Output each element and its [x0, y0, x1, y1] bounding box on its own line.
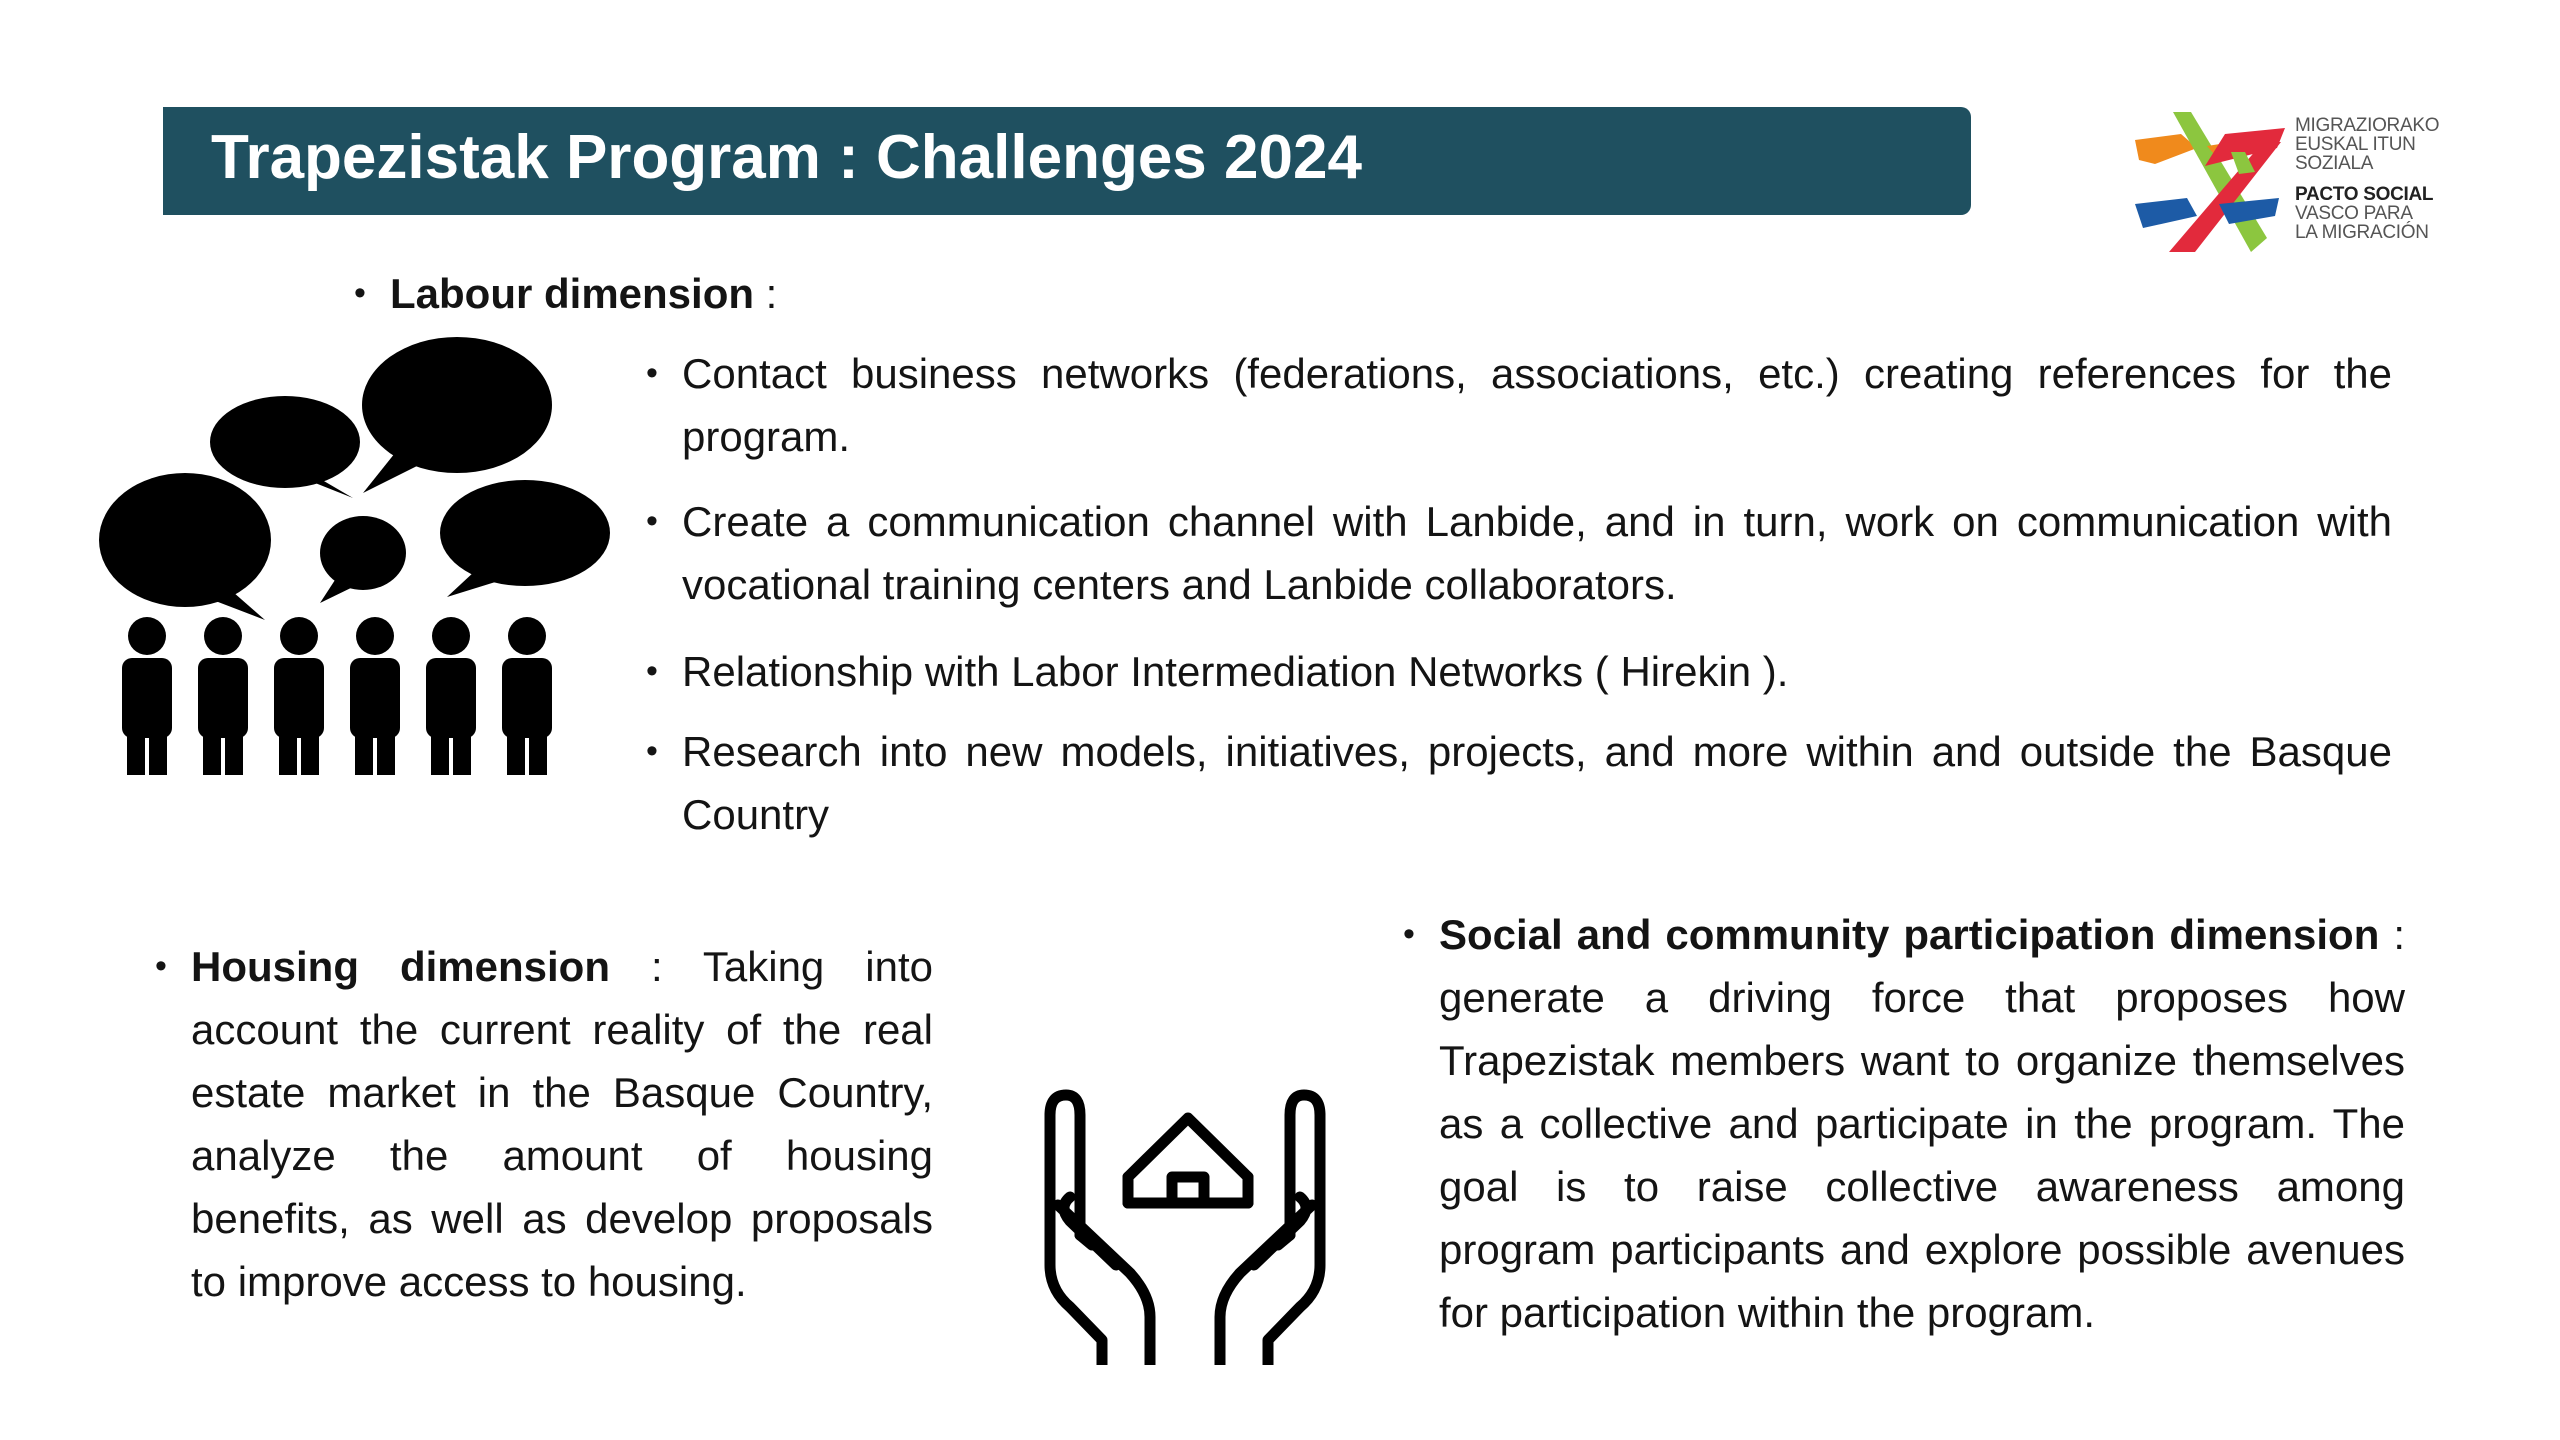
pact-logo-icon: [2135, 112, 2285, 257]
housing-heading: Housing dimension: [191, 943, 610, 990]
hands-holding-house-icon: [1030, 1085, 1340, 1365]
labour-item-2: • Create a communication channel with Lanbide, and in turn, work on communication with vocational training centers and Lanbide collaborators.: [646, 498, 2392, 608]
logo-line-2: EUSKAL ITUN: [2295, 134, 2416, 155]
pact-logo: [2135, 112, 2453, 257]
logo-line-6: LA MIGRACIÓN: [2295, 222, 2429, 243]
social-text: : generate a driving force that proposes how Trapezistak members want to organize themselves as a collective and participate in the program. The goal is to raise collective awareness among program participants and explore possible avenues for participation within the program.: [1439, 911, 2406, 1336]
page-title: Trapezistak Program : Challenges 2024: [211, 123, 1362, 192]
logo-line-3: SOZIALA: [2295, 153, 2374, 174]
labour-item-3: • Relationship with Labor Intermediation Networks ( Hirekin ).: [646, 648, 1789, 695]
logo-line-1: MIGRAZIORAKO: [2295, 115, 2440, 136]
labour-heading-label: Labour dimension: [390, 270, 755, 317]
title-bar: [163, 107, 1971, 215]
logo-line-4: PACTO SOCIAL: [2295, 184, 2434, 205]
people-speech-bubbles-icon: [95, 335, 620, 775]
social-dimension: • Social and community participation dimension : generate a driving force that proposes how Trapezistak members want to organize themselves as a collective and participate in the program. The goal is to raise collective awareness among program participants and explore possible avenues for participation within the program.: [1403, 911, 2406, 1336]
housing-dimension: • Housing dimension : Taking into account the current reality of the real estate market in the Basque Country, analyze the amount of housing benefits, as well as develop proposals to improve access to housing.: [155, 943, 934, 1305]
labour-item-4: • Research into new models, initiatives, projects, and more within and outside the Basque Country: [646, 728, 2392, 838]
social-heading: Social and community participation dimension: [1439, 911, 2380, 958]
logo-line-5: VASCO PARA: [2295, 203, 2413, 224]
labour-heading: • Labour dimension :: [354, 270, 778, 317]
labour-item-1: • Contact business networks (federations, associations, etc.) creating references for the program.: [646, 350, 2392, 460]
housing-text: : Taking into account the current reality of the real estate market in the Basque Country, analyze the amount of housing benefits, as well as develop proposals to improve access to housing.: [191, 943, 934, 1305]
